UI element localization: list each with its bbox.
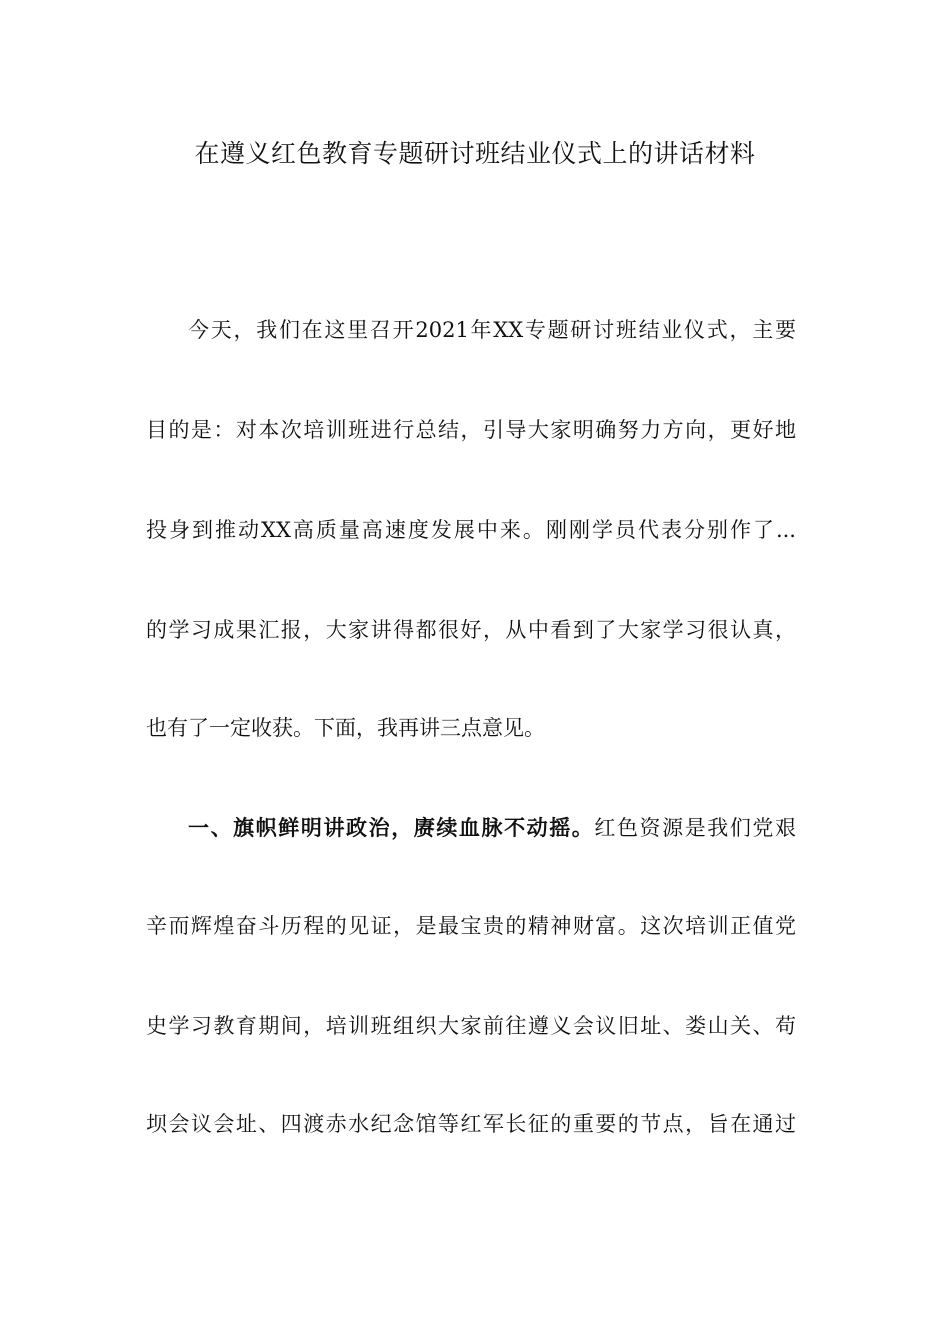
- paragraph-line: 今天，我们在这里召开2021年XX专题研讨班结业仪式，主要: [188, 318, 796, 342]
- paragraph-line: 辛而辉煌奋斗历程的见证，是最宝贵的精神财富。这次培训正值党: [146, 914, 796, 938]
- paragraph-line: [188, 808, 796, 848]
- paragraph-line: 的学习成果汇报，大家讲得都很好，从中看到了大家学习很认真，: [146, 618, 796, 642]
- paragraph-line: 投身到推动XX高质量高速度发展中来。刚刚学员代表分别作了...: [146, 518, 796, 542]
- section-heading: 一、旗帜鲜明讲政治，赓续血脉不动摇。: [188, 816, 595, 840]
- paragraph-line: 目的是：对本次培训班进行总结，引导大家明确努力方向，更好地: [146, 418, 796, 442]
- document-title: 在遵义红色教育专题研讨班结业仪式上的讲话材料: [194, 139, 756, 168]
- paragraph-text: 红色资源是我们党艰: [594, 816, 797, 840]
- paragraph-line: 也有了一定收获。下面，我再讲三点意见。: [146, 716, 545, 740]
- paragraph-line: 坝会议会址、四渡赤水纪念馆等红军长征的重要的节点，旨在通过: [146, 1112, 796, 1136]
- paragraph-line: 史学习教育期间，培训班组织大家前往遵义会议旧址、娄山关、苟: [146, 1014, 796, 1038]
